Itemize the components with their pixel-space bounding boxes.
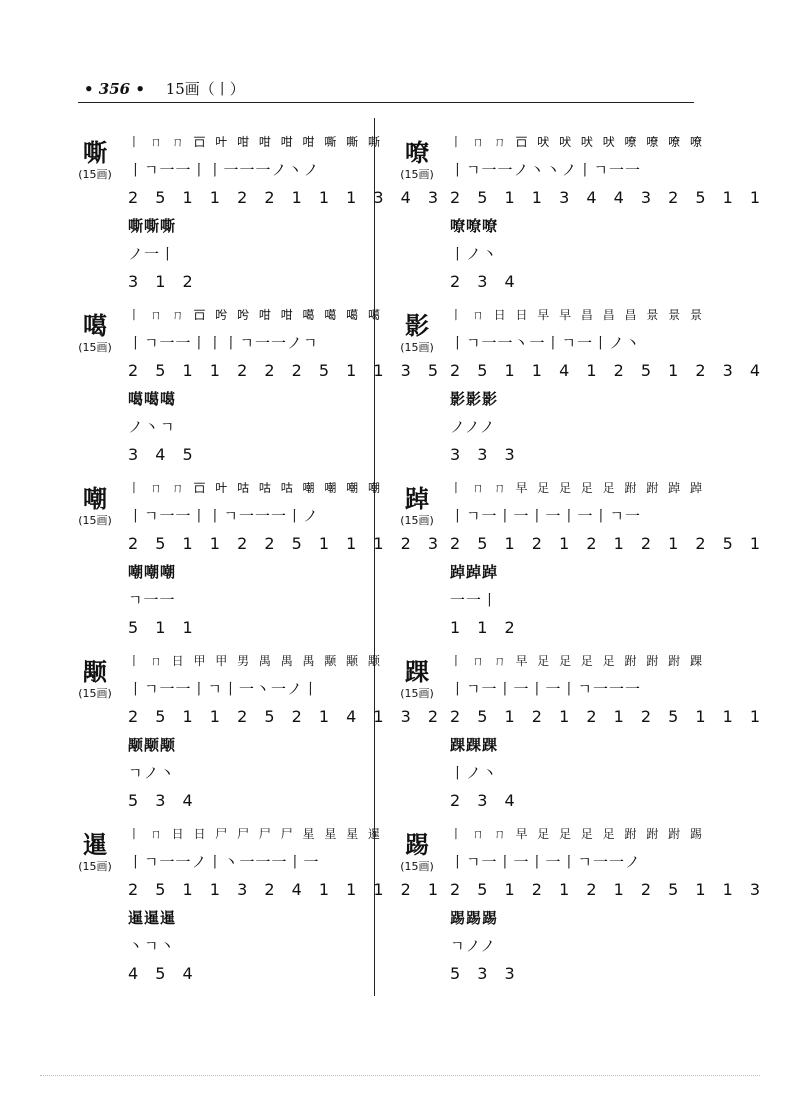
stroke-codes: 2 5 1 2 1 2 1 2 1 2 5 1: [450, 534, 767, 553]
tail-stroke-codes: 5 3 4: [128, 791, 199, 810]
entry-head: [70, 311, 120, 355]
head-character: 颙: [83, 658, 107, 686]
stroke-progression: 丨 ㄇ 日 甲 甲 男 禺 禺 禺 颙 颙 颙: [128, 654, 383, 668]
stroke-codes: 2 5 1 2 1 2 1 2 5 1 1 1: [450, 707, 767, 726]
tail-stroke-shapes: ㄱ一一: [128, 591, 176, 609]
tail-stroke-shapes: 丨ノ丶: [450, 764, 499, 782]
head-character: 踢: [405, 831, 429, 859]
stroke-shapes: 丨ㄱ一一丨ㄱ丨一丶一ノ丨: [128, 680, 319, 698]
stroke-shapes: 丨ㄱ一一丨丨一一一ノ丶ノ: [128, 161, 320, 179]
char-entry: [392, 128, 767, 301]
stroke-codes: 2 5 1 1 3 2 4 1 1 1 2 1: [128, 880, 445, 899]
tail-stroke-codes: 1 1 2: [450, 618, 521, 637]
stroke-progression: 丨 ㄇ ㄇ 早 足 足 足 足 跗 跗 跗 踢: [450, 827, 705, 841]
char-entry: [70, 301, 445, 474]
stroke-shapes: 丨ㄱ一丨一丨一丨ㄱ一一ノ: [450, 853, 641, 871]
entry-head: [70, 484, 120, 528]
char-entry: [392, 301, 767, 474]
left-column: [70, 128, 445, 993]
tail-stroke-codes: 2 3 4: [450, 272, 521, 291]
entry-body: [450, 820, 767, 988]
stroke-shapes: 丨ㄱ一一丨丨丨ㄱ一一ノㄱ: [128, 334, 319, 352]
stroke-codes: 2 5 1 2 1 2 1 2 5 1 1 3: [450, 880, 767, 899]
stroke-count-tag: (15画): [400, 168, 434, 181]
tail-stroke-shapes: ノ一丨: [128, 245, 177, 263]
stroke-progression: 丨 ㄇ ㄇ 早 足 足 足 足 跗 跗 跗 踝: [450, 654, 705, 668]
right-column: [392, 128, 767, 993]
entry-body: [450, 647, 767, 815]
stroke-progression: 丨 ㄇ ㄇ 𠮛 叶 咕 咕 咕 嘲 嘲 嘲 嘲: [128, 481, 383, 495]
tail-stroke-codes: 5 3 3: [450, 964, 521, 983]
stroke-count-tag: (15画): [78, 514, 112, 527]
head-character: 影: [405, 312, 429, 340]
page-number: • 356 •: [84, 80, 145, 98]
stroke-progression: 丨 ㄇ ㄇ 早 足 足 足 足 跗 跗 踔 踔: [450, 481, 705, 495]
tail-stroke-shapes: 一一丨: [450, 591, 499, 609]
entry-head: [392, 484, 442, 528]
stroke-count-tag: (15画): [400, 860, 434, 873]
tail-stroke-codes: 5 1 1: [128, 618, 199, 637]
stroke-count-tag: (15画): [400, 341, 434, 354]
head-character: 踝: [405, 658, 429, 686]
entry-head: [392, 657, 442, 701]
head-character: 噶: [83, 312, 107, 340]
tail-stroke-codes: 3 3 3: [450, 445, 521, 464]
stroke-shapes: 丨ㄱ一一丨丨ㄱ一一一丨ノ: [128, 507, 319, 525]
entry-head: [70, 657, 120, 701]
page-header: [84, 78, 245, 99]
stroke-progression: 丨 ㄇ 日 日 尸 尸 尸 尸 星 星 星 暹: [128, 827, 383, 841]
stroke-codes: 2 5 1 1 2 2 1 1 1 3 4 3: [128, 188, 445, 207]
head-character: 踔: [405, 485, 429, 513]
tail-stroke-codes: 3 4 5: [128, 445, 199, 464]
stroke-progression: 丨 ㄇ ㄇ 𠮛 𠯋 𠯋 咁 咁 噶 噶 噶 噶: [128, 308, 383, 322]
entry-head: [392, 830, 442, 874]
head-character: 嘹: [405, 139, 429, 167]
tail-progression: 踢踢踢: [450, 909, 499, 927]
head-character: 嘲: [83, 485, 107, 513]
tail-progression: 踝踝踝: [450, 736, 499, 754]
char-entry: [392, 474, 767, 647]
char-entry: [70, 128, 445, 301]
stroke-codes: 2 5 1 1 2 2 2 5 1 1 3 5: [128, 361, 445, 380]
stroke-count-tag: (15画): [78, 687, 112, 700]
entry-head: [392, 138, 442, 182]
tail-progression: 影影影: [450, 390, 499, 408]
char-entry: [392, 647, 767, 820]
tail-stroke-shapes: ㄱノ丶: [128, 764, 176, 782]
entry-head: [70, 138, 120, 182]
stroke-shapes: 丨ㄱ一丨一丨一丨一丨ㄱ一: [450, 507, 641, 525]
tail-progression: 嘹嘹嘹: [450, 217, 499, 235]
tail-stroke-shapes: ㄱノノ: [450, 937, 497, 955]
entry-body: [450, 474, 767, 642]
head-character: 暹: [83, 831, 107, 859]
tail-stroke-shapes: 丶ㄱ丶: [128, 937, 176, 955]
tail-progression: 暹暹暹: [128, 909, 177, 927]
stroke-count-tag: (15画): [78, 860, 112, 873]
stroke-shapes: 丨ㄱ一一丶一丨ㄱ一丨ノ丶: [450, 334, 641, 352]
char-entry: [70, 647, 445, 820]
tail-stroke-codes: 3 1 2: [128, 272, 199, 291]
tail-stroke-shapes: 丨ノ丶: [450, 245, 499, 263]
tail-stroke-shapes: ノノノ: [450, 418, 496, 436]
stroke-codes: 2 5 1 1 2 2 5 1 1 1 2 3: [128, 534, 445, 553]
tail-stroke-codes: 4 5 4: [128, 964, 199, 983]
tail-progression: 噶噶噶: [128, 390, 177, 408]
stroke-count-tag: (15画): [78, 341, 112, 354]
tail-progression: 嘶嘶嘶: [128, 217, 177, 235]
footer-rule: [40, 1075, 760, 1076]
char-entry: [392, 820, 767, 993]
stroke-progression: 丨 ㄇ ㄇ 𠮛 吠 吠 吠 吠 嘹 嘹 嘹 嘹: [450, 135, 705, 149]
entry-head: [70, 830, 120, 874]
tail-progression: 踔踔踔: [450, 563, 499, 581]
entry-body: [450, 128, 767, 296]
stroke-shapes: 丨ㄱ一丨一丨一丨ㄱ一一一: [450, 680, 641, 698]
char-entry: [70, 820, 445, 993]
head-character: 嘶: [83, 139, 107, 167]
entry-body: [450, 301, 767, 469]
tail-progression: 颙颙颙: [128, 736, 177, 754]
stroke-progression: 丨 ㄇ ㄇ 𠮛 叶 咁 咁 咁 咁 嘶 嘶 嘶: [128, 135, 383, 149]
char-entry: [70, 474, 445, 647]
tail-stroke-shapes: ノ丶ㄱ: [128, 418, 176, 436]
tail-stroke-codes: 2 3 4: [450, 791, 521, 810]
section-title: 15画（丨）: [165, 80, 245, 98]
stroke-count-tag: (15画): [400, 687, 434, 700]
tail-progression: 嘲嘲嘲: [128, 563, 177, 581]
stroke-count-tag: (15画): [78, 168, 112, 181]
stroke-shapes: 丨ㄱ一一ノ丨丶一一一丨一: [128, 853, 320, 871]
stroke-count-tag: (15画): [400, 514, 434, 527]
stroke-codes: 2 5 1 1 4 1 2 5 1 2 3 4: [450, 361, 767, 380]
stroke-codes: 2 5 1 1 2 5 2 1 4 1 3 2: [128, 707, 445, 726]
stroke-progression: 丨 ㄇ 日 日 早 早 昌 昌 昌 景 景 景: [450, 308, 705, 322]
stroke-codes: 2 5 1 1 3 4 4 3 2 5 1 1: [450, 188, 767, 207]
header-rule: [78, 102, 694, 103]
entry-head: [392, 311, 442, 355]
stroke-shapes: 丨ㄱ一一ノ丶丶ノ丨ㄱ一一: [450, 161, 641, 179]
